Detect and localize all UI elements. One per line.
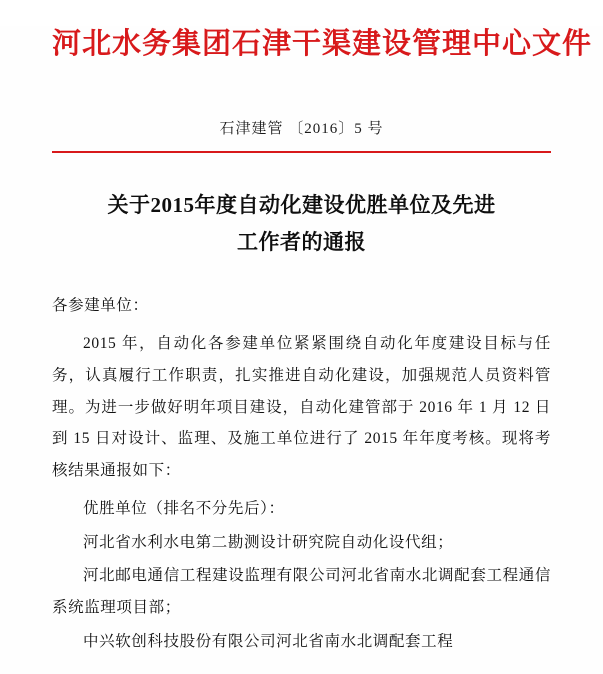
- header-divider: [52, 151, 551, 153]
- document-header-title: 河北水务集团石津干渠建设管理中心文件: [52, 26, 593, 60]
- page-title: [52, 187, 551, 261]
- list-item: 河北省水利水电第二勘测设计研究院自动化设代组；: [83, 533, 454, 551]
- document-body: [52, 290, 551, 657]
- list-item: 中兴软创科技股份有限公司河北省南水北调配套工程: [83, 632, 454, 650]
- document-page: [0, 26, 603, 674]
- page-title-line-2: 工作者的通报: [237, 229, 366, 254]
- document-number: 石津建管 〔2016〕5 号: [219, 120, 384, 137]
- body-paragraph-1: 2015 年，自动化各参建单位紧紧围绕自动化年度建设目标与任务，认真履行工作职责，扎实推进自动化建设，加强规范人员资料管理。为进一步做好明年项目建设，自动化建管部于 2016 年 1 月 12 日到 15 日对设计、监理、及施工单位进行了 2015 年年度考核。现将考核结果通报如下：: [52, 335, 551, 480]
- salutation: 各参建单位：: [52, 297, 149, 315]
- list-item: 河北邮电通信工程建设监理有限公司河北省南水北调配套工程通信系统监理项目部；: [52, 567, 551, 617]
- section-label-winners: 优胜单位（排名不分先后）：: [83, 499, 285, 517]
- page-title-line-1: 关于2015年度自动化建设优胜单位及先进: [107, 192, 496, 217]
